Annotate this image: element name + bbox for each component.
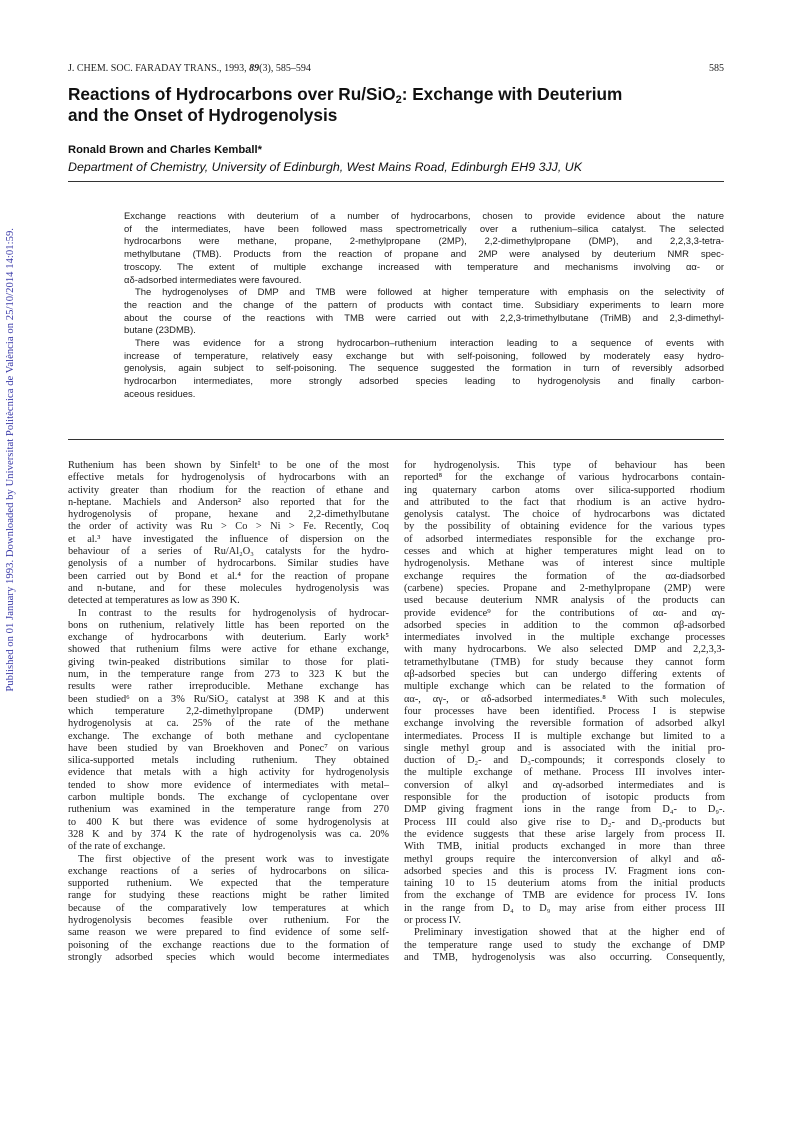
body-line: provide evidence⁹ for the contributions of αα- and αγ- (404, 607, 725, 619)
body-line: strongly adsorbed species which would become intermediates (68, 951, 389, 963)
body-line: results were rather irreproducible. Methane exchange has (68, 681, 389, 693)
authors: Ronald Brown and Charles Kemball* (68, 144, 262, 156)
abstract-line: troscopy. The extent of multiple exchange increased with temperature and mechanisms involving αα- or (124, 261, 724, 273)
body-line: n-heptane. Machiels and Anderson² also reported that for the (68, 496, 389, 508)
body-line: behaviour of a series of Ru/Al₂O₃ catalysts for the hydro- (68, 546, 389, 558)
body-line: range for studying these reactions might be rather limited (68, 890, 389, 902)
body-line: detected at temperatures as low as 390 K. (68, 595, 240, 607)
publication-notice-text: Published on 01 January 1993. Downloaded by Universitat Politècnica de València on 25/10/2014 14:01:59. (4, 228, 16, 692)
abstract-line: of the intermediates, have been followed mass spectrometrically over a ruthenium–silica catalyst. The selected (124, 223, 724, 235)
body-line: evidence that metals with a high activity for hydrogenolysis (68, 767, 389, 779)
abstract (124, 211, 724, 402)
page-number: 585 (709, 63, 724, 74)
body-line: DMP giving fragment ions in the range from D₄- to D₉-. (404, 804, 725, 816)
body-line: Preliminary investigation showed that at the higher end of (414, 927, 725, 939)
body-line: hydrogenolysis becomes feasible over ruthenium. For the (68, 914, 389, 926)
body-line: showed that ruthenium films were active for ethane exchange, (68, 644, 389, 656)
abstract-divider (68, 439, 724, 440)
body-column-right (404, 460, 725, 964)
body-line: four processes have been identified. Process I is stepwise (404, 705, 725, 717)
abstract-line: The hydrogenolyses of DMP and TMB were followed at higher temperature with emphasis on the selectivity of (135, 287, 724, 299)
body-line: genolysis catalyst. The choice of hydrocarbons was dictated (404, 509, 725, 521)
body-line: Ruthenium has been shown by Sinfelt¹ to be one of the most (68, 460, 389, 471)
body-line: 328 K and by 374 K the rate of hydrogenolysis was ca. 20% (68, 828, 389, 840)
body-line: have been studied by van Broekhoven and Ponec⁷ on various (68, 742, 389, 754)
body-line: and n-butane, and for these molecules hydrogenolysis was (68, 582, 389, 594)
body-line: The first objective of the present work was to investigate (78, 853, 389, 865)
body-line: used because deuterium NMR analysis of the products can (404, 595, 725, 607)
body-line: multiple exchange which can be related to the formation of (404, 681, 725, 693)
body-line: duction of D₂- and D₃-compounds; it corresponds closely to (404, 755, 725, 767)
body-line: by the possibility of obtaining evidence for the various types (404, 521, 725, 533)
body-line: which temperature 2,2-dimethylpropane (DMP) underwent (68, 705, 389, 717)
abstract-line: aceous residues. (124, 388, 196, 400)
body-line: of the rate of exchange. (68, 841, 166, 853)
title-line-2: and the Onset of Hydrogenolysis (68, 105, 338, 125)
body-line: exchange involving the reversible formation of adsorbed alkyl (404, 718, 725, 730)
journal-citation (68, 63, 311, 74)
body-line: or process IV. (404, 914, 461, 926)
body-line: single methyl group and is associated with the initial pro- (404, 742, 725, 754)
title-subscript: 2 (395, 94, 402, 106)
body-line: In contrast to the results for hydrogenolysis of hydrocar- (78, 607, 389, 619)
article-title (68, 84, 738, 126)
body-line: methyl groups require the interconversion of alkyl and αδ- (404, 853, 725, 865)
abstract-line: There was evidence for a strong hydrocarbon–ruthenium interaction leading to a sequence of events with (135, 338, 724, 350)
body-line: giving twin-peaked distributions similar to those for plati- (68, 656, 389, 668)
body-line: Process III could also give rise to D₂- and D₃-products but (404, 816, 725, 828)
running-header (68, 63, 724, 74)
body-line: for hydrogenolysis. This type of behaviour has been (404, 460, 725, 471)
body-line: been studied⁶ on a 3% Ru/SiO₂ catalyst at 398 K and at this (68, 693, 389, 705)
body-line: genolysis of a number of hydrocarbons. Similar studies have (68, 558, 389, 570)
publication-notice (1, 180, 19, 740)
body-line: to 400 K but there was evidence of some hydrogenolysis at (68, 816, 389, 828)
abstract-line: the reaction and the change of the pattern of products with contact time. Subsidiary experiments to learn more (124, 299, 724, 311)
abstract-line: hydrocarbon intermediates, more strongly adsorbed species leading to hydrogenolysis and finally carbon- (124, 376, 724, 388)
body-line: silica-supported metals including ruthenium. They obtained (68, 755, 389, 767)
body-line: effective metals for hydrogenolysis of hydrocarbons with an (68, 472, 389, 484)
body-line: the temperature range used to study the exchange of DMP (404, 939, 725, 951)
body-line: and attributed to the fact that rhodium is an active hydro- (404, 496, 725, 508)
body-line: exchange requires the formation of the αα-diadsorbed (404, 570, 725, 582)
body-line: in the range from D₄ to D₉ may arise from either process III (404, 902, 725, 914)
body-line: adsorbed species in addition to the common αβ-adsorbed (404, 619, 725, 631)
body-line: exchange of hydrocarbons with deuterium. Early work⁵ (68, 632, 389, 644)
body-column-left (68, 460, 389, 964)
body-line: adsorbed species and this is process IV. Fragment ions con- (404, 865, 725, 877)
body-line: ruthenium was examined in the temperature range from 270 (68, 804, 389, 816)
body-line: the order of activity was Ru > Co > Ni > Fe. Recently, Coq (68, 521, 389, 533)
body-line: taining 10 to 15 deuterium atoms from the initial products (404, 878, 725, 890)
body-line: (carbene) species. Propane and 2-methylpropane (2MP) were (404, 582, 725, 594)
abstract-line: Exchange reactions with deuterium of a number of hydrocarbons, chosen to provide evidence about the nature (124, 211, 724, 222)
abstract-line: methylbutane (TMB). Products from the reaction of propane and 2MP were analysed by deuterium NMR spec- (124, 249, 724, 261)
body-line: carbon multiple bonds. The exchange of cyclopentane over (68, 792, 389, 804)
body-line: because of the comparatively low temperatures at which (68, 902, 389, 914)
body-line: from the exchange of TMB are evidence for process IV. Ions (404, 890, 725, 902)
body-line: hydrogenolysis of propane, hexane and 2,2-dimethylbutane (68, 509, 389, 521)
body-line: been carried out by Bond et al.⁴ for the reaction of propane (68, 570, 389, 582)
affiliation: Department of Chemistry, University of Edinburgh, West Mains Road, Edinburgh EH9 3JJ, UK (68, 160, 582, 174)
body-line: et al.³ have investigated the influence of dispersion on the (68, 533, 389, 545)
abstract-line: αδ-adsorbed intermediates were favoured. (124, 274, 302, 286)
title-part-1: Reactions of Hydrocarbons over Ru/SiO (68, 84, 396, 104)
body-line: reported⁸ for the exchange of various hydrocarbons contain- (404, 472, 725, 484)
body-line: αα-, αγ-, or αδ-adsorbed intermediates.⁸ With such molecules, (404, 693, 725, 705)
body-line: activity greater than rhodium for the reaction of ethane and (68, 484, 389, 496)
header-divider (68, 181, 724, 182)
body-line: exchange reactions of a series of hydrocarbons on silica- (68, 865, 389, 877)
body-line: bons on ruthenium, relatively little has been reported on the (68, 619, 389, 631)
body-line: with many hydrocarbons. We also selected DMP and 2,2,3,3- (404, 644, 725, 656)
title-part-2: : Exchange with Deuterium (401, 84, 623, 104)
body-line: αβ-adsorbed species but can undergo differing extents of (404, 669, 725, 681)
body-line: and TMB, hydrogenolysis was also occurring. Consequently, (404, 951, 725, 963)
body-line: the evidence suggests that these arise largely from process II. (404, 828, 725, 840)
body-line: responsible for the production of isotopic products from (404, 792, 725, 804)
body-line: conversion of alkyl and αγ-adsorbed intermediates and is (404, 779, 725, 791)
body-line: num, in the temperature range from 273 to 323 K but the (68, 669, 389, 681)
body-line: supported ruthenium. We expected that the temperature (68, 878, 389, 890)
body-line: tended to show more evidence of intermediates with metal– (68, 779, 389, 791)
abstract-line: about the course of the reactions with TMB were carried out with 2,2,3-trimethylbutane (TriMB) and 2,3-dimethyl- (124, 312, 724, 324)
body-line: of adsorbed intermediates responsible for the exchange pro- (404, 533, 725, 545)
body-line: tetramethylbutane (TMB) for study because they cannot form (404, 656, 725, 668)
body-line: intermediates involved in the multiple exchange processes (404, 632, 725, 644)
body-line: poisoning of the exchange reactions due to the formation of (68, 939, 389, 951)
abstract-line: genolysis, again subject to self-poisoning. The sequence suggested the formation in turn of reversibly adsorbed (124, 363, 724, 375)
body-line: hydrogenolysis. Methane was of interest since multiple (404, 558, 725, 570)
abstract-line: hydrocarbons were methane, propane, 2-methylpropane (2MP), 2,2-dimethylpropane (DMP), and 2,2,3,3-tetra- (124, 236, 724, 248)
abstract-line: butane (23DMB). (124, 325, 196, 337)
journal-prefix: J. CHEM. SOC. FARADAY TRANS., 1993, (68, 63, 247, 74)
body-line: intermediates. Process II is multiple exchange but limited to a (404, 730, 725, 742)
body-line: hydrogenolysis at ca. 25% of the rate of the methane (68, 718, 389, 730)
body-line: the multiple exchange of methane. Process III involves inter- (404, 767, 725, 779)
body-line: cesses and which at higher temperatures might lead on to (404, 546, 725, 558)
body-line: same reason we were prepared to find evidence of some self- (68, 927, 389, 939)
body-line: exchange. The exchange of both methane and cyclopentane (68, 730, 389, 742)
body-line: ing quaternary carbon atoms over silica-supported rhodium (404, 484, 725, 496)
body-line: With TMB, initial products exchanged in more than three (404, 841, 725, 853)
journal-issue-pages: (3), 585–594 (259, 63, 311, 74)
journal-volume: 89 (249, 63, 260, 74)
abstract-line: increase of temperature, relatively easy exchange but with self-poisoning, followed by moderately easy hydro- (124, 350, 724, 362)
